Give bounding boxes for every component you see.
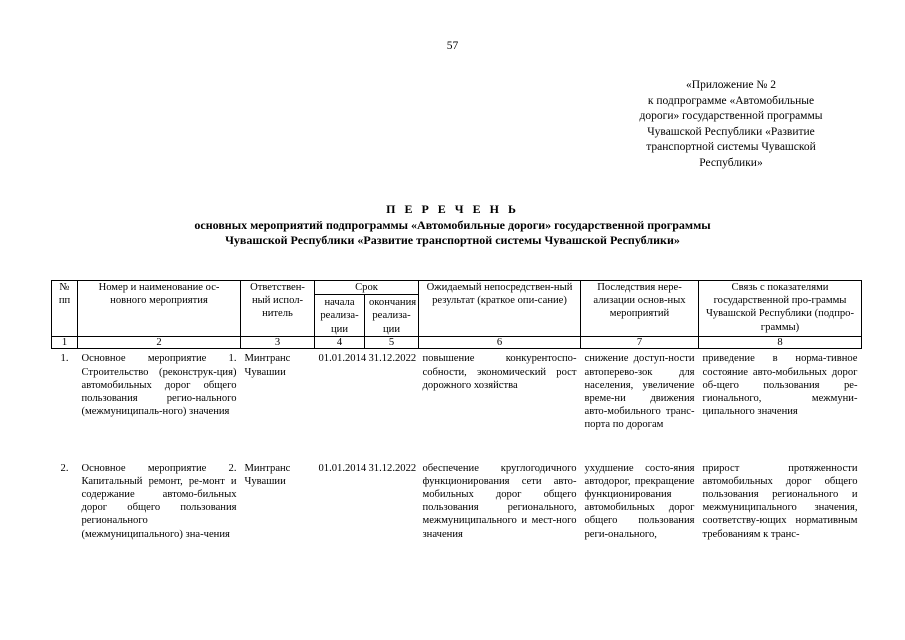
row-result: повышение конкурентоспо-собности, экономический рост дорожного хозяйства <box>422 353 577 391</box>
column-number: 1 <box>52 336 78 349</box>
header-result: Ожидаемый непосредствен-ный результат (краткое опи-сание) <box>419 281 581 337</box>
title-subheading: Чувашской Республики «Развитие транспортной системы Чувашской Республики» <box>225 233 680 247</box>
appendix-line: к подпрограмме «Автомобильные <box>647 94 815 107</box>
appendix-note <box>596 78 866 171</box>
appendix-line: «Приложение № 2 <box>686 79 776 91</box>
appendix-line: Республики» <box>699 156 763 169</box>
header-end: окончания реализа-ции <box>365 295 419 337</box>
header-name: Номер и наименование ос-новного мероприятия <box>78 281 241 337</box>
header-link: Связь с показателями государственной про-граммы Чувашской Республики (подпро-граммы) <box>699 281 862 337</box>
row-number: 1. <box>60 353 69 365</box>
row-end-date: 31.12.2022 <box>368 353 417 365</box>
row-consequence: ухудшение состо-яния автодорог, прекращение функционирования автомобильных дорог общего пользования реги-онального, <box>584 462 695 540</box>
row-name: Основное мероприятие 2. Капитальный ремонт, ре-монт и содержание автомо-бильных дорог общего пользования регионального (межмуниципального) зна-чения <box>81 462 237 540</box>
appendix-line: транспортной системы Чувашской <box>646 141 816 153</box>
column-number: 4 <box>315 336 365 349</box>
header-term: Срок <box>315 281 419 295</box>
row-number: 2. <box>60 462 69 474</box>
header-start: начала реализа-ции <box>315 295 365 337</box>
column-number: 5 <box>365 336 419 349</box>
table-row <box>52 462 862 541</box>
row-start-date: 01.01.2014 <box>318 353 367 365</box>
table-row <box>52 349 862 462</box>
row-result: обеспечение круглогодичного функционирования сети авто-мобильных дорог общего пользования регионального, межмуниципального и мест-ного значения <box>422 462 577 540</box>
column-number: 6 <box>419 336 581 349</box>
column-number: 3 <box>241 336 315 349</box>
page-number: 57 <box>446 40 459 52</box>
measures-table <box>51 280 862 541</box>
header-no: № пп <box>52 281 78 337</box>
row-link: приведение в норма-тивное состояние авто-мобильных дорог об-щего пользования ре-гионального, межмуни-ципального значения <box>702 353 858 418</box>
column-number: 8 <box>699 336 862 349</box>
header-consequence: Последствия нере-ализации основ-ных мероприятий <box>581 281 699 337</box>
row-start-date: 01.01.2014 <box>318 462 367 474</box>
row-name: Основное мероприятие 1. Строительство (реконструк-ция) автомобильных дорог общего пользования регио-нального (межмуниципаль-ного) значения <box>81 353 237 418</box>
document-title <box>0 202 905 249</box>
row-link: прирост протяженности автомобильных дорог общего пользования регионального и межмуниципального значения, соответству-ющих нормативным требованиям к транс- <box>702 462 858 540</box>
row-executor: Минтранс Чувашии <box>244 462 291 487</box>
title-heading: П Е Р Е Ч Е Н Ь <box>386 202 519 216</box>
row-consequence: снижение доступ-ности автоперево-зок для населения, увеличение време-ни движения авто-мобильного транс-порта по дорогам <box>584 353 695 431</box>
header-executor: Ответствен-ный испол-нитель <box>241 281 315 337</box>
appendix-line: Чувашской Республики «Развитие <box>647 125 815 138</box>
appendix-line: дороги» государственной программы <box>639 110 823 122</box>
title-subheading: основных мероприятий подпрограммы «Автомобильные дороги» государственной программы <box>194 217 711 232</box>
row-end-date: 31.12.2022 <box>368 462 417 474</box>
column-number: 7 <box>581 336 699 349</box>
column-number: 2 <box>78 336 241 349</box>
row-executor: Минтранс Чувашии <box>244 353 291 378</box>
